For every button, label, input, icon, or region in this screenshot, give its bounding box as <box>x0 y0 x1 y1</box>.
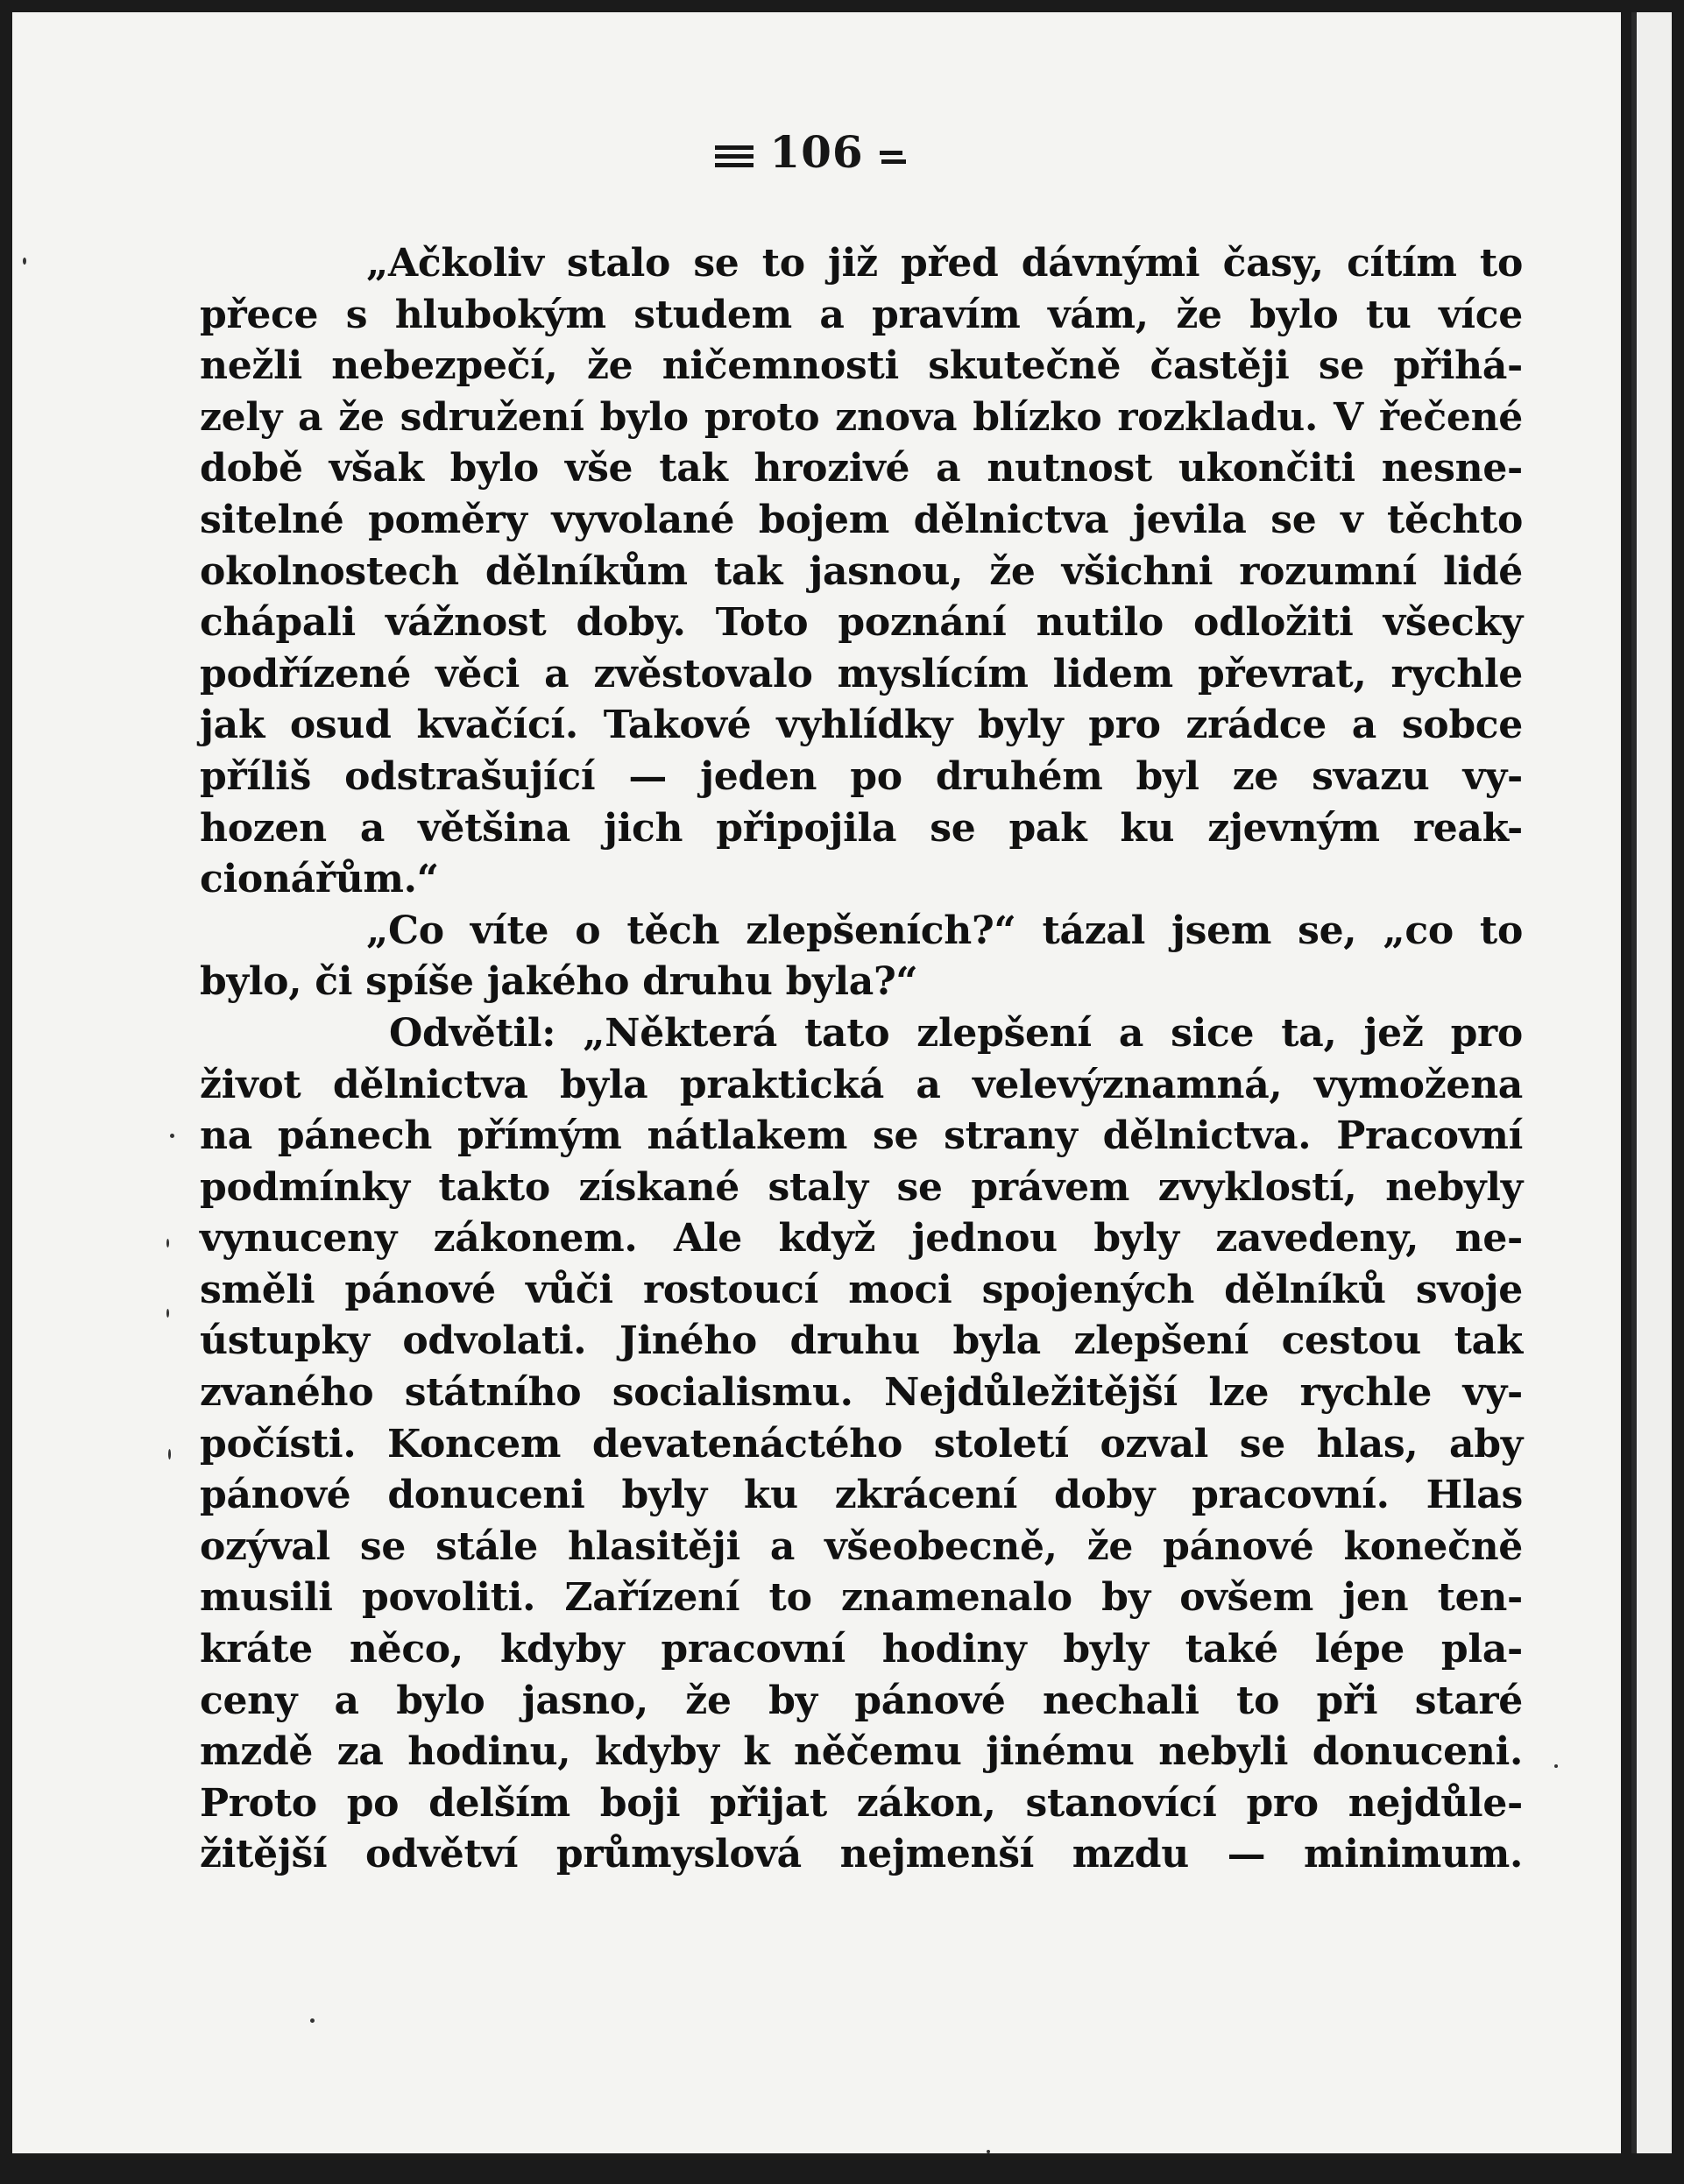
text-line: ceny a bylo jasno, že by pánové nechali to při staré <box>200 1678 1523 1723</box>
page-number: 106 <box>769 126 864 178</box>
text-line: příliš odstrašující — jeden po druhém byl ze svazu vy- <box>200 753 1523 799</box>
book-page <box>12 12 1621 2153</box>
text-line: mzdě za hodinu, kdyby k něčemu jinému nebyli donuceni. <box>200 1729 1523 1775</box>
text-line: „Ačkoliv stalo se to již před dávnými časy, cítím to <box>366 241 1523 286</box>
text-line: žitější odvětví průmyslová nejmenší mzdu — minimum. <box>200 1832 1523 1877</box>
text-line: směli pánové vůči rostoucí moci spojených dělníků svoje <box>200 1267 1523 1312</box>
text-line: „Co víte o těch zlepšeních?“ tázal jsem se, „co to <box>366 908 1523 953</box>
text-line: jak osud kvačící. Takové vyhlídky byly pro zrádce a sobce <box>200 703 1523 748</box>
scan-speck <box>170 1134 174 1138</box>
text-line: musili povoliti. Zařízení to znamenalo by ovšem jen ten- <box>200 1575 1523 1621</box>
text-line: sitelné poměry vyvolané bojem dělnictva jevila se v těchto <box>200 497 1523 542</box>
header-ornament-left-icon <box>713 138 757 173</box>
scan-speck <box>166 1309 169 1318</box>
text-line: zvaného státního socialismu. Nejdůležitější lze rychle vy- <box>200 1370 1523 1416</box>
text-line: počísti. Koncem devatenáctého století ozval se hlas, aby <box>200 1421 1523 1467</box>
text-line: Odvětil: „Některá tato zlepšení a sice ta, jež pro <box>389 1010 1523 1056</box>
text-line: ozýval se stále hlasitěji a všeobecně, že pánové konečně <box>200 1523 1523 1569</box>
body-text <box>200 238 1523 1881</box>
text-line: době však bylo vše tak hrozivé a nutnost ukončiti nesne- <box>200 446 1523 491</box>
text-line: hozen a většina jich připojila se pak ku zjevným reak- <box>200 805 1523 851</box>
text-line: podřízené věci a zvěstovalo myslícím lidem převrat, rychle <box>200 651 1523 696</box>
text-line: pánové donuceni byly ku zkrácení doby pracovní. Hlas <box>200 1473 1523 1518</box>
text-line: na pánech přímým nátlakem se strany dělnictva. Pracovní <box>200 1113 1523 1159</box>
text-line: vynuceny zákonem. Ale když jednou byly zavedeny, ne- <box>200 1216 1523 1262</box>
header-ornament-right-icon <box>876 138 920 173</box>
text-line: zely a že sdružení bylo proto znova blízko rozkladu. V řečené <box>200 394 1523 440</box>
text-line: okolnostech dělníkům tak jasnou, že všichni rozumní lidé <box>200 548 1523 594</box>
scan-speck <box>310 2018 315 2023</box>
text-line: přece s hlubokým studem a pravím vám, že bylo tu více <box>200 292 1523 337</box>
page-header <box>12 126 1621 178</box>
text-line: ústupky odvolati. Jiného druhu byla zlepšení cestou tak <box>200 1318 1523 1364</box>
scan-speck <box>1554 1764 1558 1768</box>
scan-speck <box>166 1239 169 1247</box>
scan-speck <box>987 2150 990 2153</box>
text-line: chápali vážnost doby. Toto poznání nutilo odložiti všecky <box>200 600 1523 646</box>
scan-speck <box>168 1449 171 1460</box>
text-line: podmínky takto získané staly se právem zvyklostí, nebyly <box>200 1164 1523 1210</box>
text-line: bylo, či spíše jakého druhu byla?“ <box>200 959 918 1005</box>
adjacent-page-edge <box>1631 12 1672 2153</box>
text-line: cionářům.“ <box>200 857 439 902</box>
scan-speck <box>23 258 26 265</box>
text-line: kráte něco, kdyby pracovní hodiny byly také lépe pla- <box>200 1627 1523 1672</box>
text-line: život dělnictva byla praktická a velevýznamná, vymožena <box>200 1062 1523 1107</box>
text-line: Proto po delším boji přijat zákon, stanovící pro nejdůle- <box>200 1780 1523 1826</box>
text-line: nežli nebezpečí, že ničemnosti skutečně častěji se přihá- <box>200 343 1523 389</box>
